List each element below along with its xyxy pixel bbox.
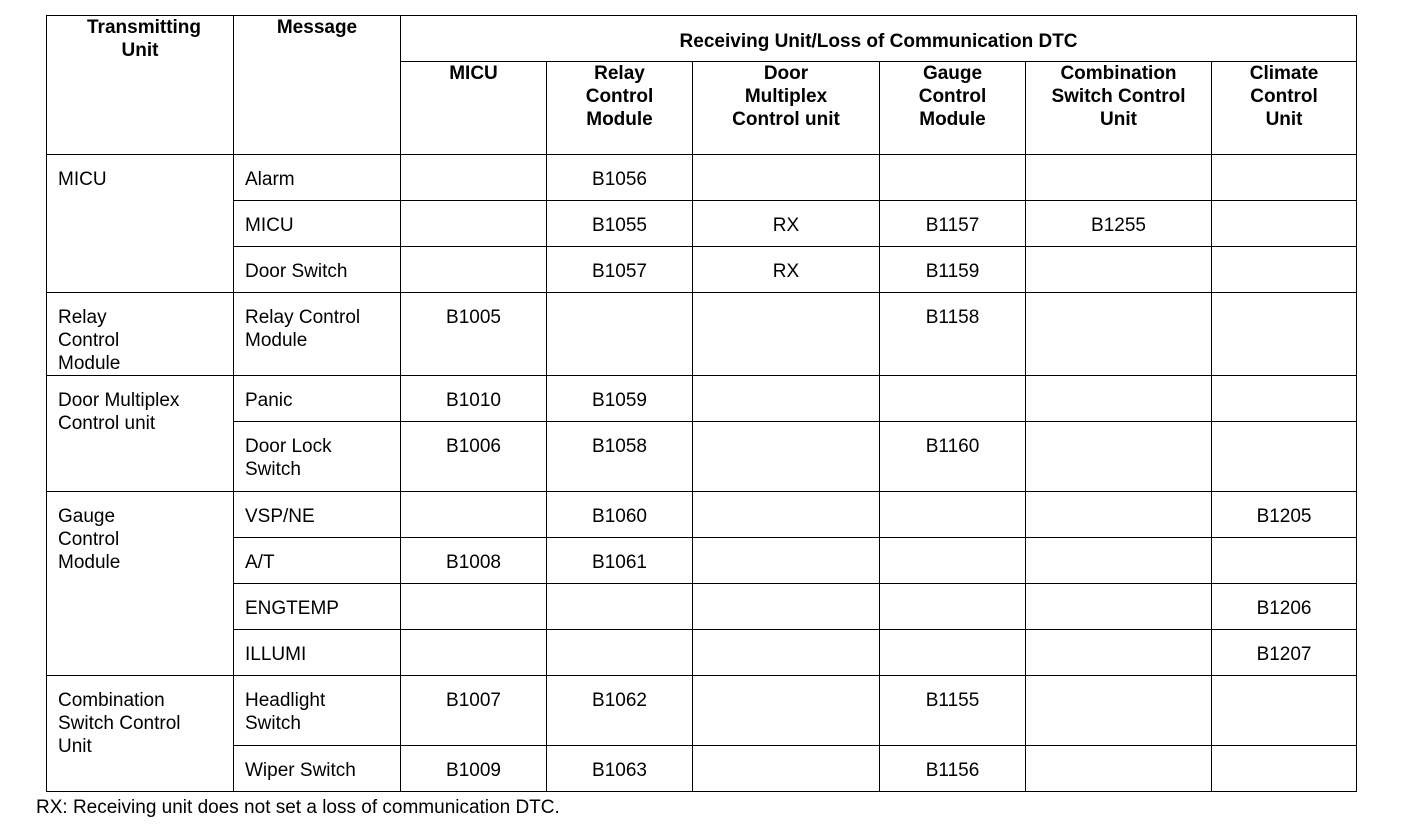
dtc-cell [401,155,547,201]
dtc-cell [1026,155,1212,201]
message-cell: Door Lock Switch [234,422,401,492]
dtc-cell [1026,293,1212,376]
table-row [47,746,1357,792]
dtc-cell [401,492,547,538]
dtc-cell: B1206 [1212,584,1357,630]
transmitting-unit-cell: Gauge Control Module [47,492,234,676]
transmitting-unit-cell: Door Multiplex Control unit [47,376,234,492]
dtc-cell [547,293,693,376]
dtc-cell [693,376,880,422]
dtc-cell [693,676,880,746]
dtc-cell: B1059 [547,376,693,422]
dtc-cell: B1156 [880,746,1026,792]
dtc-cell: B1255 [1026,201,1212,247]
message-cell: MICU [234,201,401,247]
dtc-cell [1212,247,1357,293]
dtc-cell [1026,538,1212,584]
table-row [47,492,1357,538]
table-row [47,155,1357,201]
dtc-cell [880,584,1026,630]
dtc-cell [693,746,880,792]
dtc-cell [547,584,693,630]
dtc-cell: B1058 [547,422,693,492]
dtc-cell [401,584,547,630]
header-receiving-door-multiplex-control-unit: Door Multiplex Control unit [693,62,880,155]
dtc-cell [1212,746,1357,792]
dtc-cell [401,630,547,676]
message-cell: Alarm [234,155,401,201]
header-receiving-micu: MICU [401,62,547,155]
dtc-cell: RX [693,247,880,293]
dtc-cell [1026,746,1212,792]
message-cell: VSP/NE [234,492,401,538]
header-receiving-combination-switch-control-unit: Combination Switch Control Unit [1026,62,1212,155]
dtc-cell: B1158 [880,293,1026,376]
dtc-cell [693,492,880,538]
header-receiving-relay-control-module: Relay Control Module [547,62,693,155]
dtc-cell [693,155,880,201]
transmitting-unit-cell: Relay Control Module [47,293,234,376]
dtc-cell [880,492,1026,538]
message-cell: Panic [234,376,401,422]
dtc-cell: B1007 [401,676,547,746]
dtc-cell: B1207 [1212,630,1357,676]
message-cell: ILLUMI [234,630,401,676]
dtc-cell: B1005 [401,293,547,376]
table-row [47,293,1357,376]
header-transmitting-unit: Transmitting Unit [47,16,234,155]
dtc-cell [1212,676,1357,746]
dtc-cell: RX [693,201,880,247]
dtc-cell [880,376,1026,422]
header-receiving-group: Receiving Unit/Loss of Communication DTC [401,16,1357,62]
table-row [47,630,1357,676]
dtc-cell: B1060 [547,492,693,538]
dtc-cell [1026,676,1212,746]
dtc-cell [880,538,1026,584]
dtc-cell: B1010 [401,376,547,422]
dtc-cell: B1160 [880,422,1026,492]
dtc-cell [1026,376,1212,422]
table-row [47,376,1357,422]
dtc-cell [401,201,547,247]
dtc-cell: B1157 [880,201,1026,247]
dtc-cell [1212,155,1357,201]
dtc-cell [693,293,880,376]
header-message: Message [234,16,401,155]
dtc-cell [547,630,693,676]
dtc-cell [880,155,1026,201]
dtc-cell [693,584,880,630]
message-cell: A/T [234,538,401,584]
message-cell: ENGTEMP [234,584,401,630]
message-cell: Headlight Switch [234,676,401,746]
dtc-cell [1212,376,1357,422]
dtc-cell [693,538,880,584]
dtc-cell [1212,422,1357,492]
dtc-cell [1212,538,1357,584]
dtc-cell [1026,422,1212,492]
dtc-cell: B1057 [547,247,693,293]
dtc-cell: B1009 [401,746,547,792]
table-row [47,247,1357,293]
dtc-cell: B1159 [880,247,1026,293]
message-cell: Door Switch [234,247,401,293]
dtc-cell [1026,630,1212,676]
dtc-cell [693,422,880,492]
table-row [47,201,1357,247]
dtc-cell [401,247,547,293]
transmitting-unit-cell: Combination Switch Control Unit [47,676,234,792]
transmitting-unit-cell: MICU [47,155,234,293]
dtc-cell [693,630,880,676]
dtc-cell [1212,293,1357,376]
dtc-cell: B1055 [547,201,693,247]
table-row [47,676,1357,746]
dtc-cell: B1063 [547,746,693,792]
dtc-cell: B1205 [1212,492,1357,538]
dtc-cell: B1155 [880,676,1026,746]
dtc-cell [1212,201,1357,247]
dtc-cell [1026,492,1212,538]
message-cell: Wiper Switch [234,746,401,792]
table-row [47,538,1357,584]
footnote: RX: Receiving unit does not set a loss of communication DTC. [36,797,560,818]
dtc-cell: B1062 [547,676,693,746]
header-receiving-gauge-control-module: Gauge Control Module [880,62,1026,155]
dtc-cell: B1006 [401,422,547,492]
message-cell: Relay Control Module [234,293,401,376]
dtc-table [46,15,1357,792]
table-row [47,422,1357,492]
header-receiving-climate-control-unit: Climate Control Unit [1212,62,1357,155]
dtc-cell [1026,584,1212,630]
dtc-cell: B1061 [547,538,693,584]
dtc-cell: B1056 [547,155,693,201]
dtc-cell: B1008 [401,538,547,584]
dtc-cell [1026,247,1212,293]
dtc-cell [880,630,1026,676]
table-row [47,584,1357,630]
